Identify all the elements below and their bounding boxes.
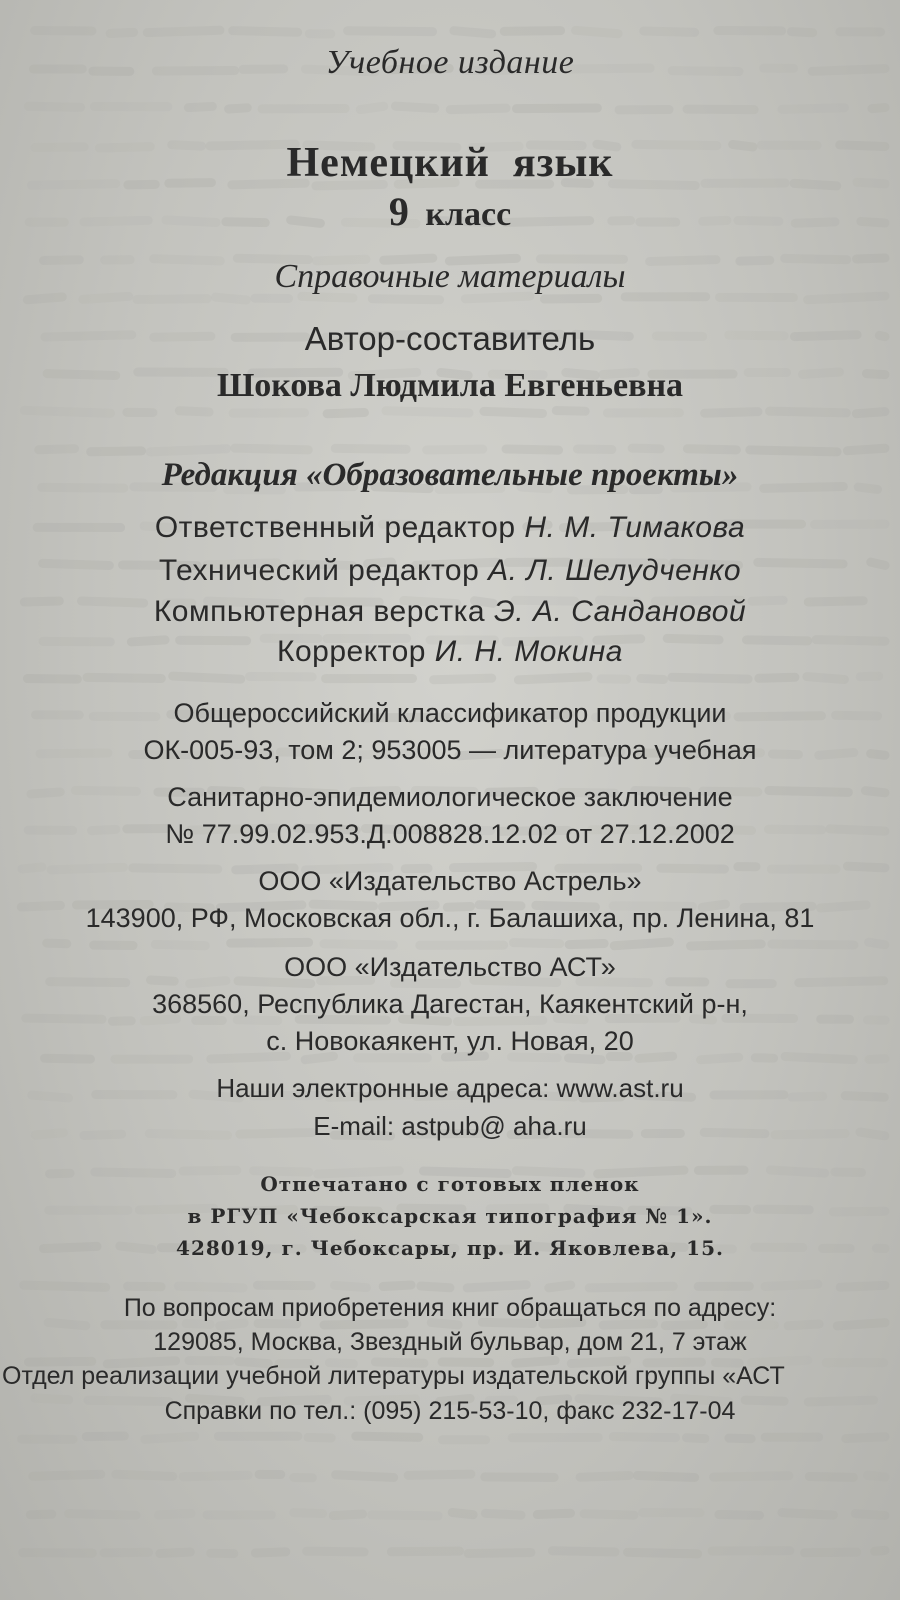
bleed-through-mark bbox=[24, 1285, 106, 1287]
bleed-through-mark bbox=[233, 31, 298, 33]
classifier-line-1: Общероссийский классификатор продукции bbox=[173, 698, 727, 728]
bleed-through-mark bbox=[639, 1056, 673, 1058]
staff-row bbox=[0, 513, 900, 543]
bleed-through-mark bbox=[23, 1553, 92, 1554]
bleed-through-mark bbox=[421, 1286, 450, 1288]
bleed-through-mark bbox=[644, 31, 695, 32]
staff-role: Технический редактор bbox=[158, 554, 480, 587]
bleed-through-mark bbox=[333, 1514, 362, 1516]
bleed-through-mark bbox=[26, 1018, 102, 1019]
book-subtitle: Справочные материалы bbox=[274, 258, 626, 295]
bleed-through-mark bbox=[552, 1551, 615, 1552]
bleed-through-mark bbox=[327, 413, 364, 414]
publisher-astrel-address: 143900, РФ, Московская обл., г. Балашиха, пр. Ленина, 81 bbox=[85, 903, 815, 933]
bleed-through-mark bbox=[302, 296, 353, 298]
bleed-through-mark bbox=[235, 448, 308, 450]
bleed-through-mark bbox=[714, 1476, 789, 1477]
author-role: Автор-составитель bbox=[304, 320, 596, 357]
staff-row bbox=[0, 556, 900, 586]
bleed-through-mark bbox=[506, 449, 559, 450]
bleed-through-mark bbox=[846, 1437, 885, 1439]
bleed-through-mark bbox=[808, 296, 885, 300]
bleed-through-mark bbox=[577, 449, 611, 450]
bleed-through-mark bbox=[835, 1172, 862, 1173]
bleed-through-mark bbox=[104, 1552, 148, 1553]
staff-name: И. Н. Мокина bbox=[434, 635, 623, 668]
bleed-through-mark bbox=[324, 944, 393, 945]
bleed-through-mark bbox=[28, 106, 80, 107]
bleed-through-mark bbox=[847, 448, 885, 450]
bleed-through-mark bbox=[188, 106, 212, 107]
bleed-through-mark bbox=[431, 1323, 458, 1325]
bleed-through-mark bbox=[872, 108, 885, 109]
bleed-through-mark bbox=[91, 451, 142, 452]
bleed-through-mark bbox=[28, 1361, 91, 1362]
grade-word: класс bbox=[425, 196, 512, 233]
bleed-through-mark bbox=[687, 449, 736, 450]
bleed-through-mark bbox=[179, 411, 209, 412]
bleed-through-mark bbox=[45, 1058, 91, 1059]
bleed-through-mark bbox=[807, 677, 845, 680]
bleed-through-mark bbox=[24, 410, 110, 413]
bleed-through-mark bbox=[788, 1324, 819, 1326]
bleed-through-mark bbox=[613, 1437, 675, 1438]
bleed-through-mark bbox=[324, 1324, 404, 1325]
bleed-through-mark bbox=[855, 1514, 885, 1516]
bleed-through-mark bbox=[27, 679, 77, 680]
bleed-through-mark bbox=[183, 1170, 237, 1171]
bleed-through-mark bbox=[641, 678, 664, 679]
bleed-through-mark bbox=[356, 1436, 419, 1437]
bleed-through-mark bbox=[427, 449, 483, 450]
bleed-through-mark bbox=[190, 981, 226, 984]
bleed-through-mark bbox=[875, 1550, 885, 1551]
bleed-through-mark bbox=[791, 32, 812, 33]
bleed-through-mark bbox=[770, 1170, 824, 1173]
staff-name: Н. М. Тимакова bbox=[524, 511, 746, 544]
staff-row bbox=[0, 637, 900, 667]
bleed-through-mark bbox=[729, 1438, 751, 1439]
bleed-through-mark bbox=[220, 1323, 245, 1326]
bleed-through-mark bbox=[701, 1057, 739, 1060]
bleed-through-mark bbox=[255, 1552, 285, 1553]
bleed-through-mark bbox=[30, 1514, 51, 1515]
publisher-ast-address-1: 368560, Республика Дагестан, Каякентский р-н, bbox=[152, 989, 748, 1019]
bleed-through-mark bbox=[308, 1437, 331, 1438]
web-address: Наши электронные адреса: www.ast.ru bbox=[216, 1073, 684, 1103]
sanitary-line-2: № 77.99.02.953.Д.008828.12.02 от 27.12.2002 bbox=[165, 819, 735, 849]
bleed-through-mark bbox=[87, 677, 161, 678]
publisher-astrel-name: ООО «Издательство Астрель» bbox=[258, 866, 642, 896]
bleed-through-mark bbox=[584, 1514, 634, 1515]
bleed-through-mark bbox=[772, 944, 854, 945]
bleed-through-mark bbox=[335, 1285, 367, 1287]
bleed-through-mark bbox=[434, 678, 492, 680]
bleed-through-mark bbox=[690, 944, 761, 946]
bleed-through-mark bbox=[805, 1552, 857, 1553]
printer-line-2: в РГУП «Чебоксарская типография № 1». bbox=[187, 1204, 713, 1228]
bleed-through-mark bbox=[549, 1285, 571, 1288]
bleed-through-mark bbox=[556, 411, 585, 412]
sales-line-4: Справки по тел.: (095) 215-53-10, факс 232-17-04 bbox=[164, 1397, 736, 1425]
bleed-through-mark bbox=[759, 677, 795, 678]
bleed-through-mark bbox=[186, 1323, 210, 1324]
bleed-through-mark bbox=[307, 1551, 364, 1552]
bleed-through-mark bbox=[229, 108, 248, 109]
bleed-through-mark bbox=[589, 1286, 673, 1288]
bleed-through-mark bbox=[705, 412, 758, 414]
edition-type: Учебное издание bbox=[325, 44, 575, 81]
bleed-through-mark bbox=[719, 1514, 760, 1515]
bleed-through-mark bbox=[299, 1019, 386, 1020]
bleed-through-mark bbox=[348, 31, 433, 32]
staff-name: Э. А. Сандановой bbox=[493, 595, 747, 628]
bleed-through-mark bbox=[452, 1512, 473, 1514]
bleed-through-mark bbox=[83, 296, 129, 299]
bleed-through-mark bbox=[468, 1553, 531, 1554]
bleed-through-mark bbox=[383, 1285, 411, 1287]
bleed-through-mark bbox=[770, 411, 847, 413]
publisher-ast-address-2: с. Новокаякент, ул. Новая, 20 bbox=[266, 1026, 634, 1056]
bleed-through-mark bbox=[50, 982, 126, 983]
bleed-through-mark bbox=[569, 944, 604, 945]
bleed-through-mark bbox=[809, 1476, 853, 1477]
bleed-through-mark bbox=[516, 108, 597, 109]
publisher-ast-name: ООО «Издательство АСТ» bbox=[284, 952, 616, 982]
bleed-through-mark bbox=[294, 1513, 323, 1514]
bleed-through-mark bbox=[518, 677, 588, 680]
bleed-through-mark bbox=[442, 1362, 490, 1363]
bleed-through-mark bbox=[403, 1019, 448, 1021]
staff-name: А. Л. Шелудченко bbox=[488, 554, 742, 587]
bleed-through-mark bbox=[69, 1514, 136, 1516]
bleed-through-mark bbox=[47, 943, 67, 944]
bleed-through-mark bbox=[372, 1515, 438, 1516]
bleed-through-mark bbox=[110, 32, 133, 33]
bleed-through-mark bbox=[39, 449, 75, 450]
bleed-through-mark bbox=[35, 30, 92, 31]
bleed-through-mark bbox=[137, 299, 207, 300]
bleed-through-mark bbox=[869, 942, 885, 945]
bleed-through-mark bbox=[467, 1285, 526, 1288]
bleed-through-mark bbox=[580, 1475, 629, 1477]
bleed-through-mark bbox=[857, 258, 885, 259]
bleed-through-mark bbox=[116, 1474, 173, 1476]
bleed-through-mark bbox=[782, 1513, 833, 1515]
bleed-through-mark bbox=[445, 1056, 484, 1057]
bleed-through-mark bbox=[484, 411, 543, 413]
bleed-through-mark bbox=[799, 981, 884, 983]
bleed-through-mark bbox=[305, 1056, 333, 1059]
bleed-through-mark bbox=[183, 1475, 248, 1476]
bleed-through-mark bbox=[782, 108, 844, 110]
bleed-through-mark bbox=[159, 1513, 191, 1515]
bleed-through-mark bbox=[178, 1286, 243, 1288]
bleed-through-mark bbox=[837, 1323, 885, 1326]
bleed-through-mark bbox=[160, 1552, 190, 1554]
staff-role: Корректор bbox=[277, 635, 426, 668]
bleed-through-mark bbox=[537, 1513, 570, 1514]
bleed-through-mark bbox=[512, 1057, 558, 1058]
bleed-through-mark bbox=[27, 297, 62, 300]
bleed-through-mark bbox=[128, 184, 155, 185]
bleed-through-mark bbox=[145, 1436, 195, 1439]
bleed-through-mark bbox=[672, 677, 748, 679]
bleed-through-mark bbox=[514, 943, 560, 944]
bleed-through-mark bbox=[867, 1475, 885, 1477]
bleed-through-mark bbox=[750, 450, 837, 452]
bleed-through-mark bbox=[504, 31, 560, 32]
bleed-through-mark bbox=[751, 1360, 807, 1362]
bleed-through-mark bbox=[86, 1436, 124, 1437]
bleed-through-mark bbox=[628, 1552, 698, 1554]
bleed-through-mark bbox=[543, 1322, 582, 1324]
bleed-through-mark bbox=[856, 412, 885, 414]
bleed-through-mark bbox=[637, 1475, 694, 1477]
bleed-through-mark bbox=[785, 1056, 853, 1059]
bleed-through-mark bbox=[386, 411, 469, 413]
bleed-through-mark bbox=[765, 1284, 818, 1286]
book-title: Немецкий язык bbox=[286, 140, 614, 186]
bleed-through-mark bbox=[216, 297, 247, 300]
staff-row bbox=[0, 597, 900, 627]
bleed-through-mark bbox=[454, 31, 492, 34]
bleed-through-mark bbox=[647, 1362, 701, 1363]
bleed-through-mark bbox=[155, 944, 205, 945]
staff-role: Компьютерная верстка bbox=[153, 595, 486, 628]
bleed-through-mark bbox=[391, 1551, 459, 1552]
author-name: Шокова Людмила Евгеньевна bbox=[216, 367, 684, 404]
bleed-through-mark bbox=[211, 1056, 287, 1059]
bleed-through-mark bbox=[482, 1322, 532, 1323]
bleed-through-mark bbox=[360, 106, 383, 109]
bleed-through-mark bbox=[408, 1474, 471, 1475]
bleed-through-mark bbox=[516, 1360, 555, 1363]
bleed-through-mark bbox=[614, 942, 669, 946]
staff-role: Ответственный редактор bbox=[154, 511, 516, 544]
bleed-through-mark bbox=[687, 1438, 705, 1439]
bleed-through-mark bbox=[147, 30, 220, 32]
bleed-through-mark bbox=[48, 1322, 86, 1325]
bleed-through-mark bbox=[395, 106, 434, 108]
bleed-through-mark bbox=[335, 448, 406, 449]
grade-line bbox=[0, 189, 900, 234]
bleed-through-mark bbox=[860, 676, 879, 677]
editorial-office: Редакция «Образовательные проекты» bbox=[161, 457, 739, 493]
sanitary-line-1: Санитарно-эпидемиологическое заключение bbox=[167, 782, 733, 812]
bleed-through-mark bbox=[33, 1474, 101, 1476]
bleed-through-mark bbox=[150, 449, 226, 452]
classifier-line-2: ОК-005-93, том 2; 953005 — литература учебная bbox=[143, 735, 757, 765]
bleed-through-mark bbox=[840, 1285, 885, 1287]
bleed-through-mark bbox=[485, 1513, 521, 1515]
grade-number: 9 bbox=[388, 189, 409, 234]
bleed-through-mark bbox=[603, 1324, 653, 1325]
sales-line-2: 129085, Москва, Звездный бульвар, дом 21, 7 этаж bbox=[153, 1328, 747, 1356]
bleed-through-mark bbox=[372, 299, 439, 300]
bleed-through-mark bbox=[613, 184, 696, 186]
bleed-through-mark bbox=[336, 1475, 394, 1478]
bleed-through-mark bbox=[457, 1020, 542, 1021]
bleed-through-mark bbox=[869, 1059, 885, 1060]
bleed-through-mark bbox=[237, 1020, 277, 1021]
printer-line-1: Отпечатано с готовых пленок bbox=[260, 1172, 640, 1196]
bleed-through-mark bbox=[569, 1058, 602, 1060]
sales-line-1: По вопросам приобретения книг обращаться по адресу: bbox=[123, 1294, 777, 1322]
bleed-through-mark bbox=[144, 1019, 176, 1021]
bleed-through-mark bbox=[665, 1324, 703, 1325]
email-address: E-mail: astpub@ aha.ru bbox=[313, 1111, 587, 1141]
bleed-through-mark bbox=[231, 942, 309, 943]
bleed-through-mark bbox=[576, 30, 619, 33]
bleed-through-mark bbox=[450, 108, 506, 110]
bleed-through-mark bbox=[465, 296, 530, 299]
bleed-through-mark bbox=[632, 448, 660, 449]
bleed-through-mark bbox=[687, 109, 754, 110]
bleed-through-mark bbox=[173, 676, 241, 679]
bleed-through-mark bbox=[715, 1363, 739, 1364]
sales-line-3: Отдел реализации учебной литературы издательской группы «АСТ bbox=[2, 1364, 785, 1389]
printer-line-3: 428019, г. Чебоксары, пр. И. Яковлева, 15. bbox=[176, 1236, 724, 1260]
bleed-through-mark bbox=[544, 298, 597, 299]
